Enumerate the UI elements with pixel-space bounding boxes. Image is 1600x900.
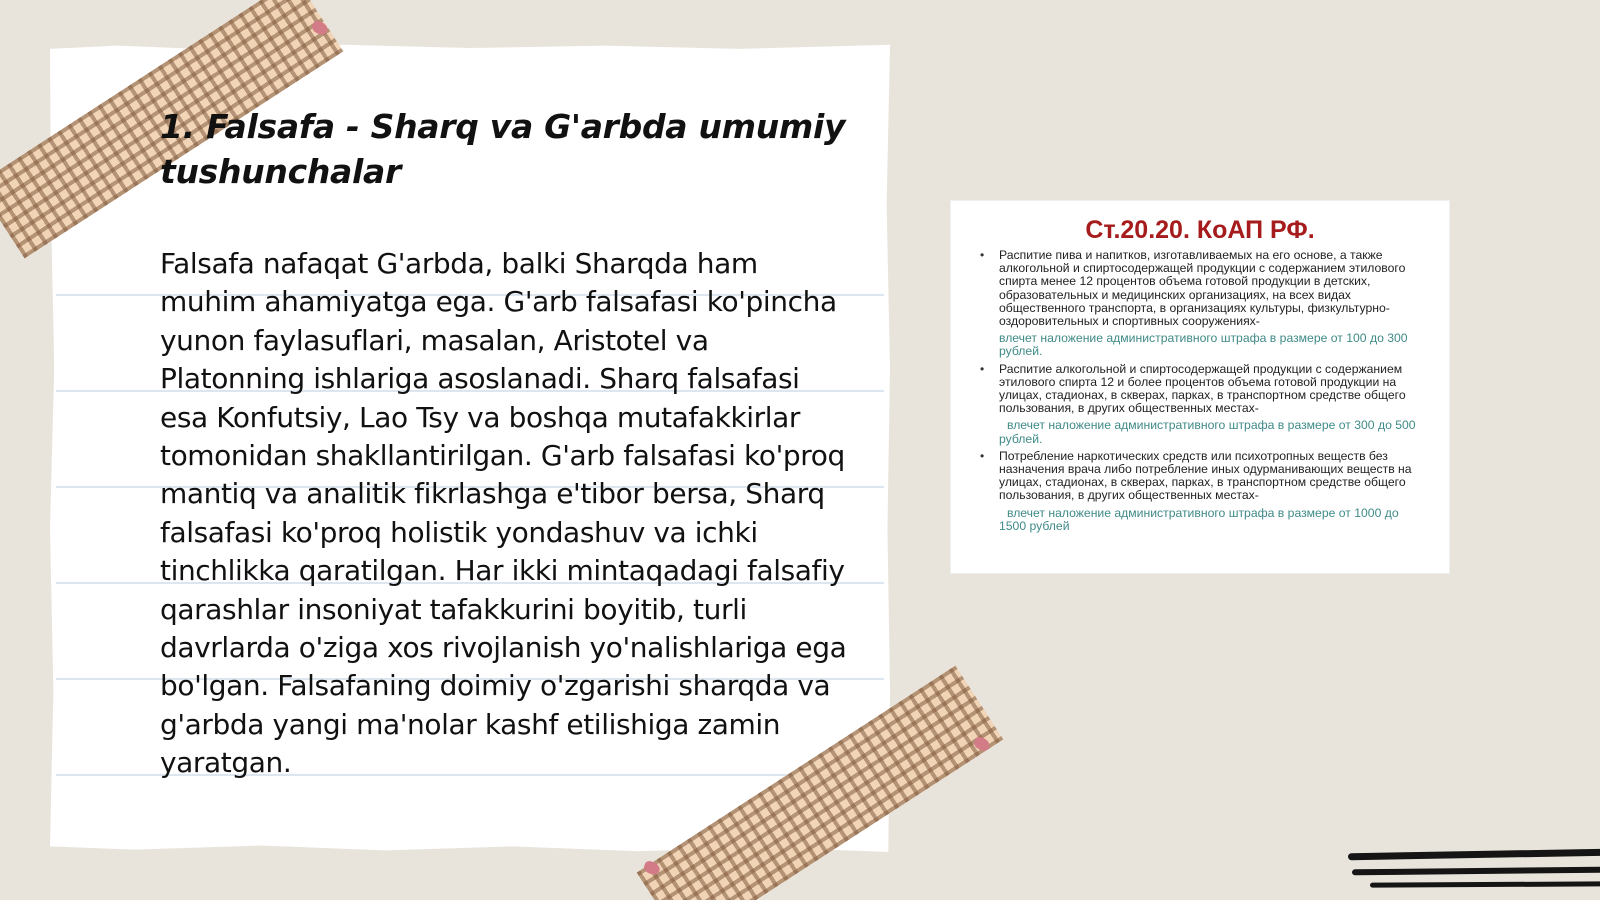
list-item <box>979 363 1421 446</box>
penalty-text: влечет наложение административного штрафа в размере от 300 до 500 рублей. <box>999 418 1416 446</box>
brush-stroke-decoration <box>1352 867 1600 876</box>
slide-body-text: Falsafa nafaqat G'arbda, balki Sharqda ham muhim ahamiyatga ega. G'arb falsafasi ko'pincha yunon faylasuflari, masalan, Aristotel va Platonning ishlariga asoslanadi. Sharq falsafasi esa Konfutsiy, Lao Tsy va boshqa mutafakkirlar tomonidan shakllantirilgan. G'arb falsafasi ko'proq mantiq va analitik fikrlashga e'tibor bersa, Sharq falsafasi ko'proq holistik yondashuv va ichki tinchlikka qaratilgan. Har ikki mintaqadagi falsafiy qarashlar insoniyat tafakkurini boyitib, turli davrlarda o'ziga xos rivojlanish yo'nalishlariga ega bo'lgan. Falsafaning doimiy o'zgarishi sharqda va g'arbda yangi ma'nolar kashf etilishiga zamin yaratgan. <box>160 247 847 780</box>
bullet-icon: • <box>980 361 985 376</box>
bullet-icon: • <box>980 248 985 262</box>
offense-text: Распитие пива и напитков, изготавливаемых на его основе, а также алкогольной и спиртосодержащей продукции с содержанием этилового спирта менее 12 процентов объема готовой продукции в детских, образовательных и медицинских организациях, на всех видах общественного транспорта, в организациях культуры, физкультурно-оздоровительных и спортивных сооружениях- <box>999 248 1406 329</box>
slide-title: 1. Falsafa - Sharq va G'arbda umumiy tushunchalar <box>160 107 846 191</box>
list-item <box>979 249 1421 359</box>
brush-stroke-decoration <box>1348 849 1600 861</box>
offense-text: Распитие алкогольной и спиртосодержащей продукции с содержанием этилового спирта 12 и более процентов объема готовой продукции на улицах, стадионах, в скверах, парках, в транспортном средстве общего пользования, в других общественных местах- <box>999 361 1406 416</box>
law-article-image <box>950 200 1450 574</box>
penalty-text: влечет наложение административного штрафа в размере от 100 до 300 рублей. <box>999 331 1408 359</box>
brush-stroke-decoration <box>1370 881 1600 887</box>
law-article-title: Ст.20.20. КоАП РФ. <box>1085 216 1315 244</box>
law-article-list <box>979 249 1421 533</box>
list-item <box>979 450 1421 533</box>
offense-text: Потребление наркотических средств или психотропных веществ без назначения врача либо потребление иных одурманивающих веществ на улицах, стадионах, в скверах, парках, в транспортном средстве общего пользования, в других общественных местах- <box>999 448 1412 503</box>
penalty-text: влечет наложение административного штрафа в размере от 1000 до 1500 рублей <box>999 505 1399 533</box>
bullet-icon: • <box>980 448 985 463</box>
